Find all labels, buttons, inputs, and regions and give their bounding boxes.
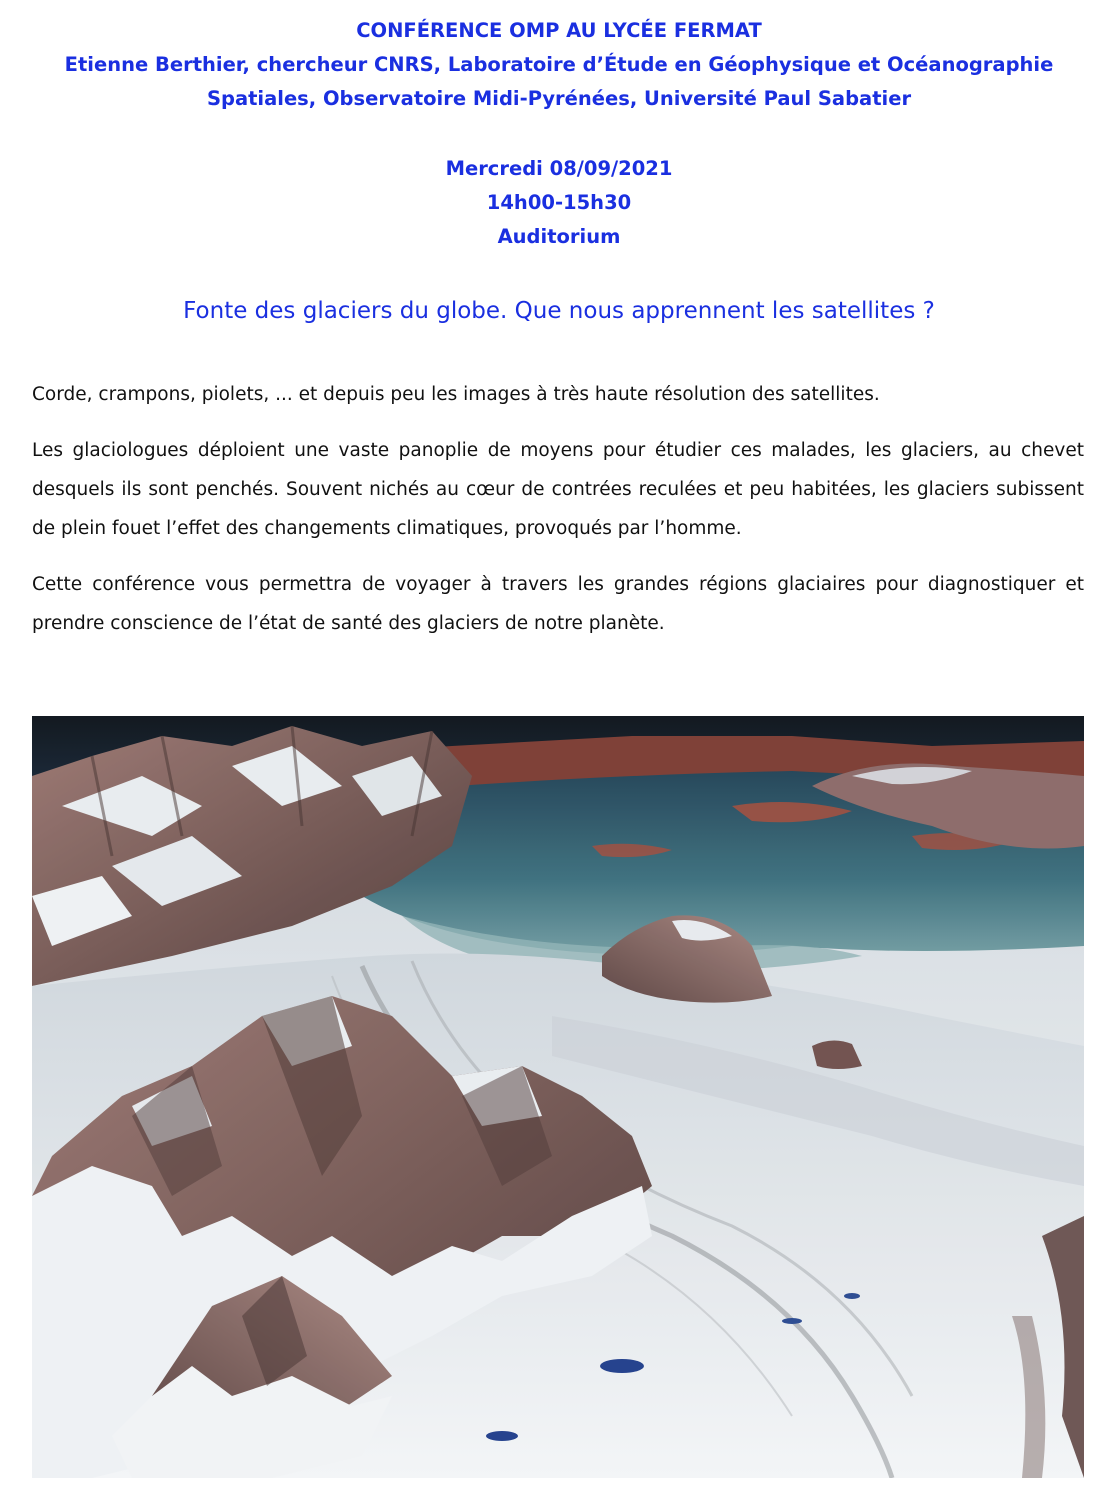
paragraph-1: Corde, crampons, piolets, ... et depuis peu les images à très haute résolution des satellites.: [32, 384, 880, 405]
event-title: CONFÉRENCE OMP AU LYCÉE FERMAT: [356, 19, 762, 42]
event-header: [0, 14, 1118, 254]
glacier-illustration: [32, 716, 1084, 1478]
paragraph-3: Cette conférence vous permettra de voyager à travers les grandes régions glaciaires pour diagnostiquer et prendre conscience de l’état de santé des glaciers de notre planète.: [32, 574, 1084, 634]
event-time: 14h00-15h30: [486, 191, 632, 214]
talk-title: Fonte des glaciers du globe. Que nous apprennent les satellites ?: [183, 298, 935, 324]
glacier-satellite-image: [32, 716, 1084, 1478]
speaker-affiliation-line1: Etienne Berthier, chercheur CNRS, Laboratoire d’Étude en Géophysique et Océanographie: [64, 53, 1054, 76]
event-date: Mercredi 08/09/2021: [445, 157, 673, 180]
speaker-affiliation-line2: Spatiales, Observatoire Midi-Pyrénées, Université Paul Sabatier: [206, 87, 912, 110]
event-location: Auditorium: [497, 225, 621, 248]
paragraph-2: Les glaciologues déploient une vaste panoplie de moyens pour étudier ces malades, les glaciers, au chevet desquels ils sont penchés. Souvent nichés au cœur de contrées reculées et peu habitées, les glaciers subissent de plein fouet l’effet des changements climatiques, provoqués par l’homme.: [32, 440, 1084, 539]
talk-description: [32, 375, 1084, 660]
header-spacer: [0, 116, 1118, 152]
